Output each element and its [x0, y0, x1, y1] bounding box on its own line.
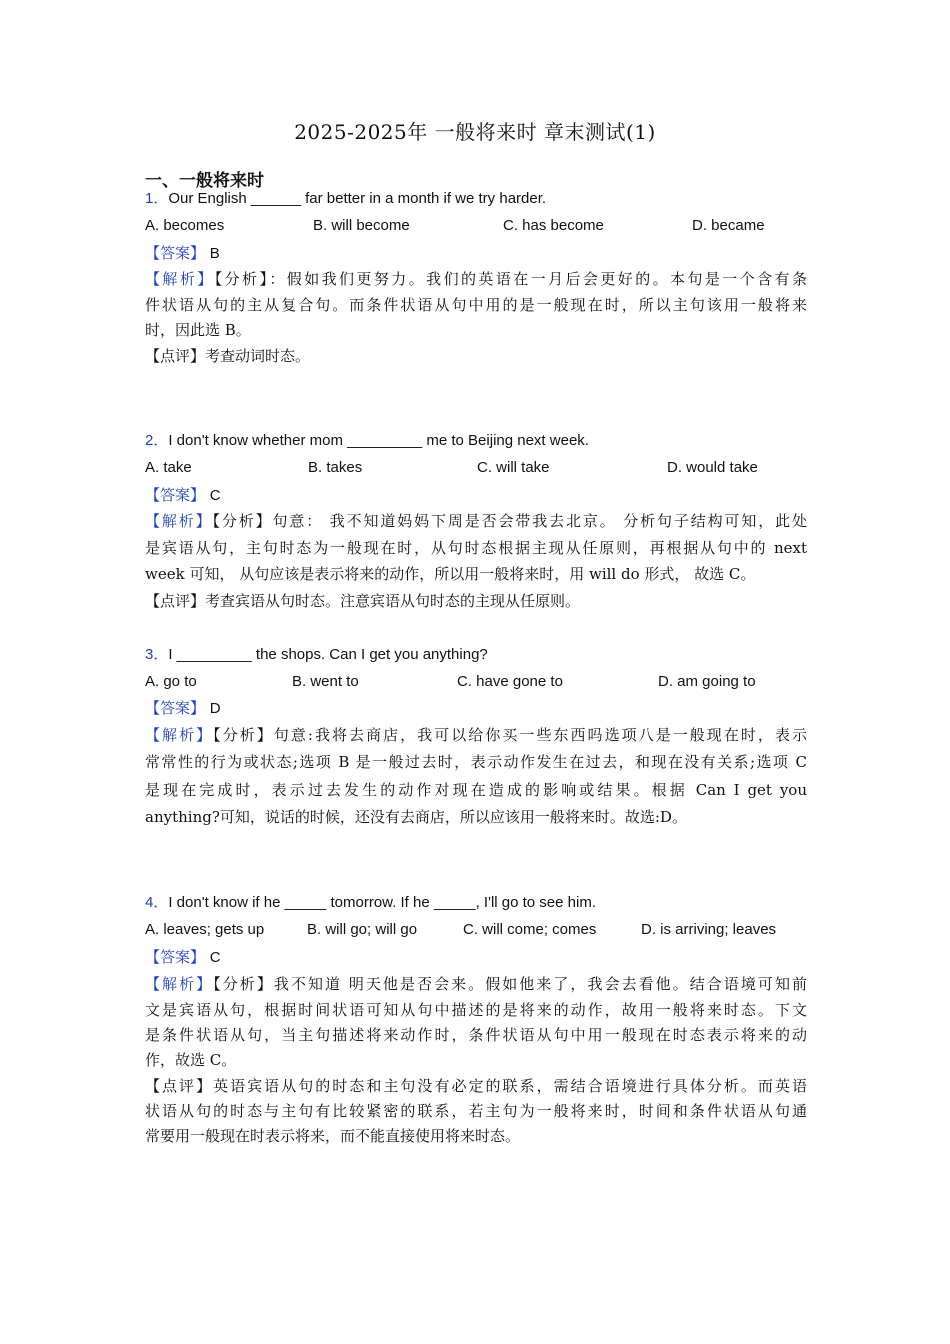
question-text: I don't know if he _____ tomorrow. If he _____, I'll go to see him.: [168, 894, 596, 911]
analysis-line: 是宾语从句，主句时态为一般现在时，从句时态根据主现从任原则，再根据从句中的 next: [145, 539, 807, 557]
analysis-line: [145, 266, 807, 292]
option-a: A. becomes: [145, 217, 225, 234]
question-number: 1．: [145, 190, 169, 207]
analysis-tag: 【解析】: [145, 975, 214, 993]
analysis-line: 常常性的行为或状态;选项 B 是一般过去时，表示动作发生在过去，和现在没有关系;选项 C: [145, 753, 807, 771]
question-number: 3．: [145, 646, 169, 663]
comment-line: 常要用一般现在时表示将来，而不能直接使用将来时态。: [145, 1127, 521, 1145]
comment-line: 状语从句的时态与主句有比较紧密的联系，若主句为一般将来时，时间和条件状语从句通: [145, 1102, 807, 1120]
analysis-line: week 可知， 从句应该是表示将来的动作，所以用一般将来时，用 will do 形式， 故选 C。: [145, 565, 756, 583]
document-title: 2025-2025年 一般将来时 章末测试(1): [294, 120, 656, 144]
answer-line: [145, 482, 807, 509]
answer-tag: 【答案】: [145, 699, 206, 717]
option-c: C. will come; comes: [463, 921, 597, 938]
analysis-tag: 【解析】: [145, 270, 215, 288]
analysis-tag: 【解析】: [145, 726, 214, 744]
answer-value: B: [209, 245, 220, 262]
comment-line: 【点评】考查动词时态。: [145, 347, 311, 365]
answer-line: [145, 240, 807, 267]
question-3-stem: [145, 642, 807, 668]
analysis-line: 是现在完成时，表示过去发生的动作对现在造成的影响或结果。根据 Can I get you: [145, 781, 807, 799]
question-1-stem: [145, 186, 807, 212]
analysis-line: [145, 508, 807, 534]
analysis-line: anything?可知，说话的时候，还没有去商店，所以应该用一般将来时。故选:D。: [145, 808, 687, 826]
option-b: B. went to: [292, 673, 359, 690]
section-heading: 一、一般将来时: [145, 171, 264, 191]
analysis-text: 【分析】：假如我们更努力。我们的英语在一月后会更好的。本句是一个含有条: [214, 270, 807, 288]
option-d: D. is arriving; leaves: [641, 921, 777, 938]
answer-value: C: [209, 487, 221, 504]
option-d: D. became: [692, 217, 765, 234]
answer-tag: 【答案】: [145, 948, 206, 966]
analysis-line: [145, 722, 807, 748]
analysis-text: 【分析】我不知道 明天他是否会来。假如他来了，我会去看他。结合语境可知前: [213, 975, 807, 993]
analysis-tag: 【解析】: [145, 512, 213, 530]
option-c: C. have gone to: [457, 673, 563, 690]
question-text: I _________ the shops. Can I get you anything?: [168, 646, 488, 663]
analysis-line: 时，因此选 B。: [145, 321, 251, 339]
option-b: B. will go; will go: [307, 921, 418, 938]
question-number: 2．: [145, 432, 169, 449]
option-d: D. would take: [667, 459, 758, 476]
comment-line: 【点评】英语宾语从句的时态和主句没有必定的联系，需结合语境进行具体分析。而英语: [145, 1077, 807, 1095]
answer-value: D: [209, 700, 221, 717]
comment-line: 【点评】考查宾语从句时态。注意宾语从句时态的主现从任原则。: [145, 592, 581, 610]
option-b: B. takes: [308, 459, 363, 476]
option-b: B. will become: [313, 217, 410, 234]
question-4-stem: [145, 890, 807, 916]
analysis-line: 文是宾语从句，根据时间状语可知从句中描述的是将来的动作，故用一般将来时态。下文: [145, 1001, 807, 1019]
analysis-text: 【分析】句意： 我不知道妈妈下周是否会带我去北京。 分析句子结构可知，此处: [212, 512, 807, 530]
answer-line: [145, 944, 807, 971]
analysis-line: 件状语从句的主从复合句。而条件状语从句中用的是一般现在时，所以主句该用一般将来: [145, 296, 807, 314]
analysis-text: 【分析】句意:我将去商店，我可以给你买一些东西吗选项八是一般现在时，表示: [213, 726, 807, 744]
answer-line: [145, 695, 807, 722]
option-d: D. am going to: [658, 673, 756, 690]
analysis-line: 作，故选 C。: [145, 1051, 237, 1069]
question-text: Our English ______ far better in a month if we try harder.: [168, 190, 547, 207]
answer-value: C: [209, 949, 221, 966]
option-c: C. has become: [503, 217, 604, 234]
question-number: 4．: [145, 894, 169, 911]
answer-tag: 【答案】: [145, 486, 206, 504]
option-a: A. take: [145, 459, 192, 476]
question-text: I don't know whether mom _________ me to Beijing next week.: [168, 432, 589, 449]
option-a: A. go to: [145, 673, 197, 690]
analysis-line: [145, 971, 807, 997]
question-2-stem: [145, 428, 807, 454]
analysis-line: 是条件状语从句，当主句描述将来动作时，条件状语从句中用一般现在时态表示将来的动: [145, 1026, 807, 1044]
answer-tag: 【答案】: [145, 244, 206, 262]
option-c: C. will take: [477, 459, 550, 476]
option-a: A. leaves; gets up: [145, 921, 265, 938]
